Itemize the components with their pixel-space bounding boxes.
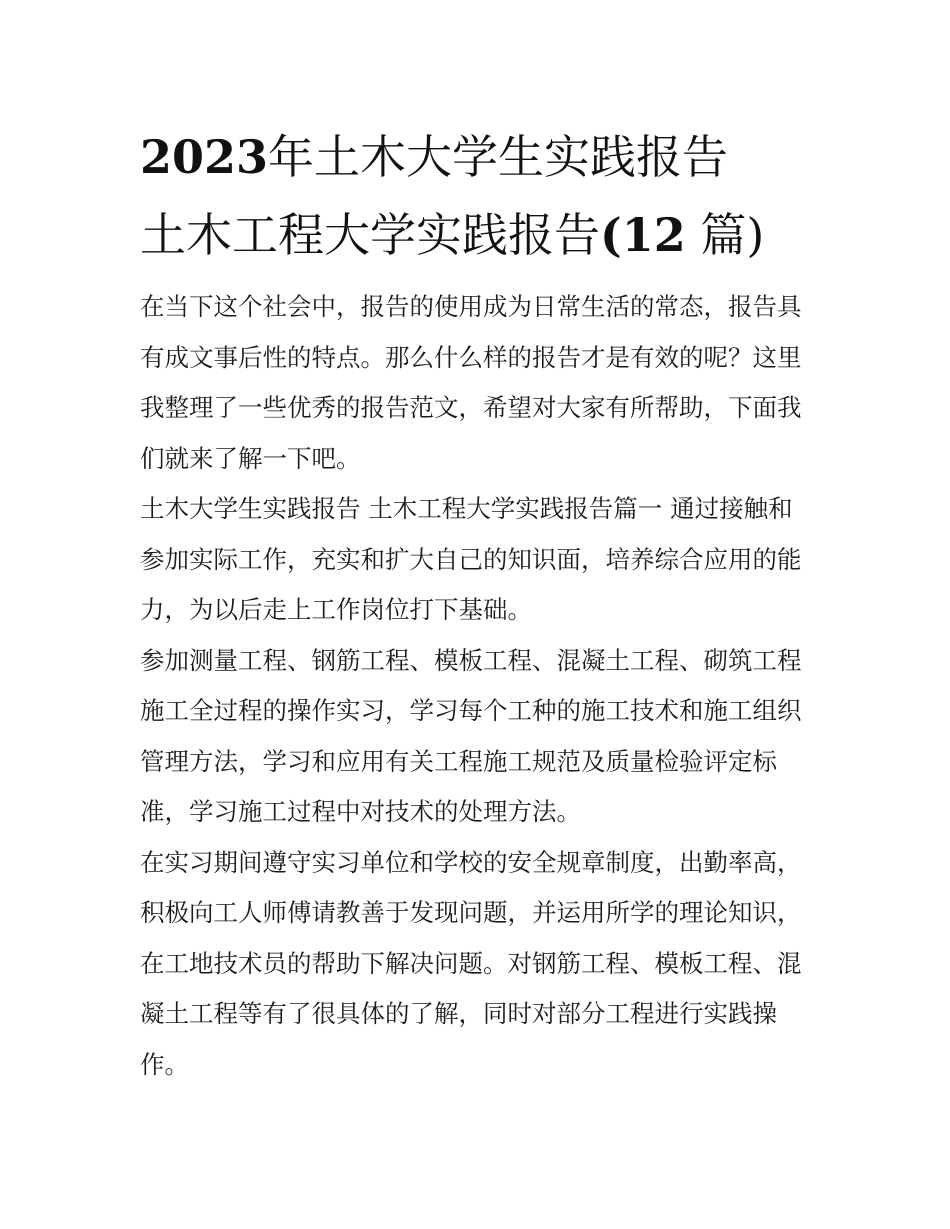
document-content — [140, 118, 812, 1090]
title-unit: 篇) — [700, 208, 765, 262]
title-year: 2023 — [140, 130, 269, 184]
document-body — [140, 282, 812, 1090]
title-line-2 — [140, 196, 812, 274]
paragraph-content: 参加测量工程、钢筋工程、模板工程、混凝土工程、砌筑工程施工全过程的操作实习，学习每个工种的施工技术和施工组织管理方法，学习和应用有关工程施工规范及质量检验评定标准，学习施工过程中对技术的处理方法。 — [140, 645, 802, 826]
paragraph-purpose: 土木大学生实践报告 土木工程大学实践报告篇一 通过接触和参加实际工作，充实和扩大自己的知识面，培养综合应用的能力，为以后走上工作岗位打下基础。 — [140, 494, 802, 624]
paragraph-experience: 在实习期间遵守实习单位和学校的安全规章制度，出勤率高，积极向工人师傅请教善于发现问题，并运用所学的理论知识，在工地技术员的帮助下解决问题。对钢筋工程、模板工程、混凝土工程等有了很具体的了解，同时对部分工程进行实践操作。 — [140, 847, 802, 1079]
paragraph-intro: 在当下这个社会中，报告的使用成为日常生活的常态，报告具有成文事后性的特点。那么什么样的报告才是有效的呢？这里我整理了一些优秀的报告范文，希望对大家有所帮助，下面我们就来了解一下吧。 — [140, 292, 802, 473]
title-line-2-text: 土木工程大学实践报告 — [140, 208, 600, 262]
title-line-1 — [140, 118, 812, 196]
document-title — [140, 118, 812, 274]
title-line-1-text: 年土木大学生实践报告 — [268, 130, 729, 184]
title-count: (12 — [600, 208, 686, 262]
